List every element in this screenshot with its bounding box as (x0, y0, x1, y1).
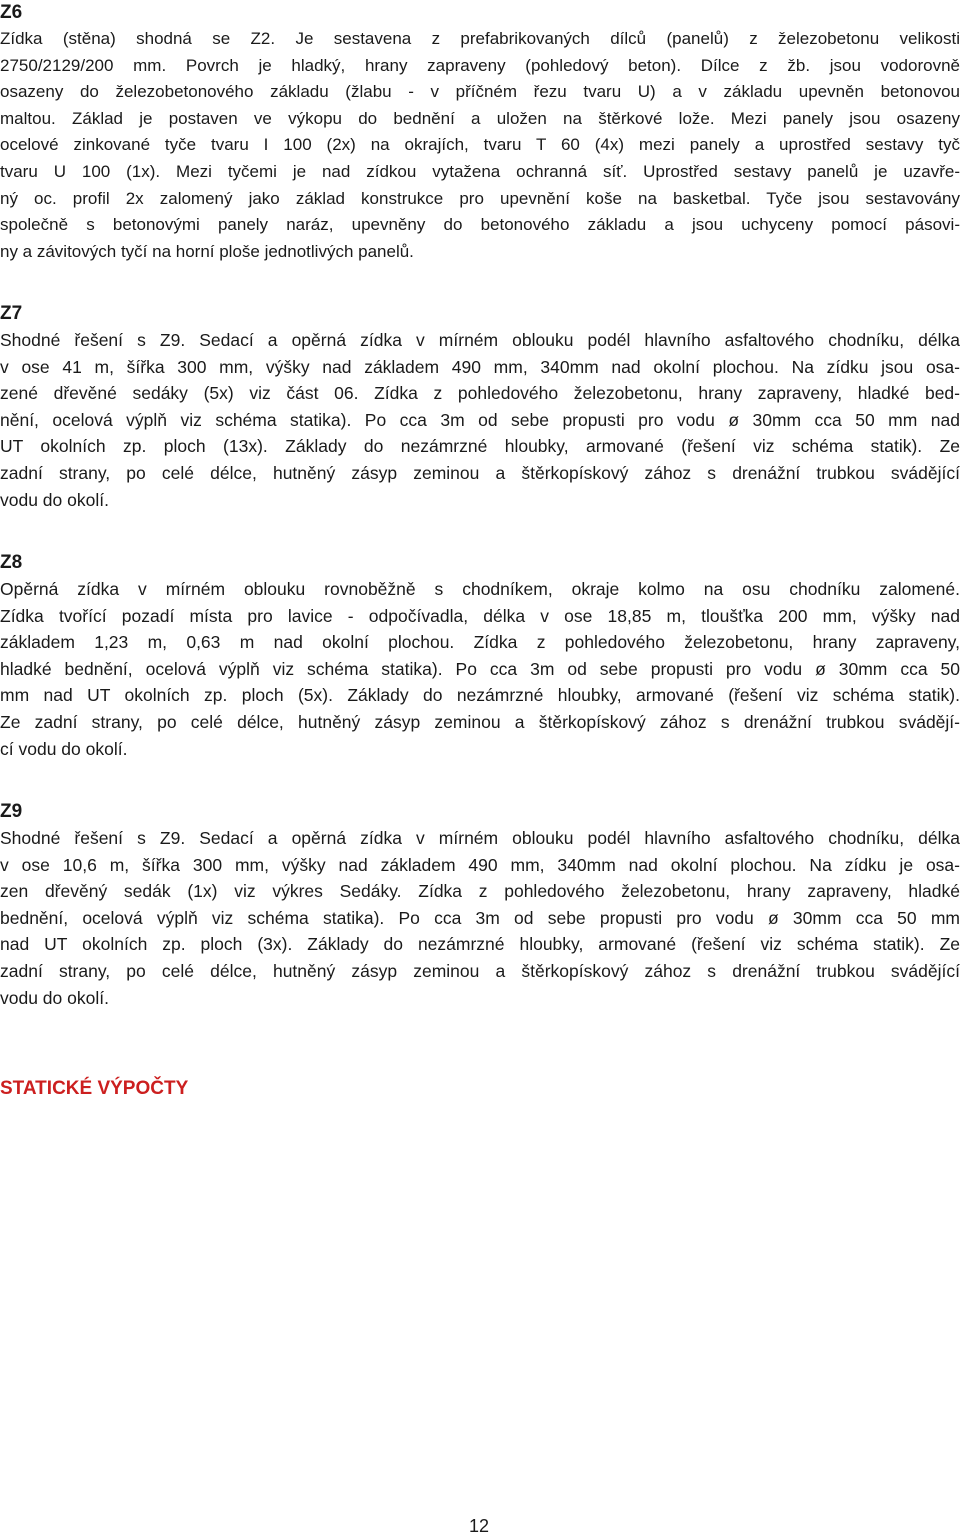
paragraph-line: vodu do okolí. (0, 987, 109, 1008)
paragraph-line: nění, ocelová výplň viz schéma statika). Po cca 3m od sebe propusti pro vodu ø 30mm cca 50 mm nad (0, 409, 960, 430)
paragraph-line: vodu do okolí. (0, 489, 109, 510)
paragraph-line: mm nad UT okolních zp. ploch (5x). Základy do nezámrzné hloubky, armované (řešení viz schéma statik). (0, 685, 960, 706)
paragraph-line: zadní strany, po celé délce, hutněný zásyp zeminou a štěrkopískový zához s drenážní trubkou svádějící (0, 960, 960, 981)
paragraph-line: ocelové zinkované tyče tvaru I 100 (2x) na okrajích, tvaru T 60 (4x) mezi panely a uprostřed sestavy tyč (0, 135, 960, 155)
paragraph-line: Zídka (stěna) shodná se Z2. Je sestavena z prefabrikovaných dílců (panelů) z železobetonu velikosti (0, 29, 960, 48)
paragraph-line: osazeny do železobetonového základu (žlabu - v příčném řezu tvaru U) a v základu upevněn betonovou (0, 82, 960, 102)
section-paragraph (0, 26, 960, 265)
section-z6 (0, 0, 960, 265)
paragraph-line: v ose 10,6 m, šířka 300 mm, výšky nad základem 490 mm, 340mm nad okolní plochou. Na zídku je osa- (0, 854, 960, 875)
section-heading: Z8 (0, 552, 23, 573)
paragraph-line: Ze zadní strany, po celé délce, hutněný zásyp zeminou a štěrkopískový zához s drenážní trubkou svádějí- (0, 711, 960, 732)
page-number: 12 (468, 1516, 490, 1536)
paragraph-line: ný oc. profil 2x zalomený jako základ konstrukce pro upevnění koše na basketbal. Tyče jsou sestavovány (0, 188, 960, 208)
paragraph-line: maltou. Základ je postaven ve výkopu do bednění a uložen na štěrkové lože. Mezi panely jsou osazeny (0, 108, 960, 128)
section-z7 (0, 301, 960, 513)
paragraph-line: zen dřevěný sedák (1x) viz výkres Sedáky. Zídka z pohledového železobetonu, hrany zapraveny, hladké (0, 881, 960, 902)
paragraph-line: zadní strany, po celé délce, hutněný zásyp zeminou a štěrkopískový zához s drenážní trubkou svádějící (0, 462, 960, 483)
section-heading: Z7 (0, 303, 23, 324)
paragraph-line: základem 1,23 m, 0,63 m nad okolní plochou. Zídka z pohledového železobetonu, hrany zapraveny, (0, 632, 960, 653)
paragraph-line: bednění, ocelová výplň viz schéma statika). Po cca 3m od sebe propusti pro vodu ø 30mm cca 50 mm (0, 907, 960, 928)
paragraph-line: 2750/2129/200 mm. Povrch je hladký, hrany zapraveny (pohledový beton). Dílce z žb. jsou vodorovně (0, 55, 960, 75)
paragraph-line: tvaru U 100 (1x). Mezi tyčemi je nad zídkou vytažena ochranná síť. Uprostřed sestavy panelů je uzavře- (0, 161, 960, 181)
paragraph-line: Shodné řešení s Z9. Sedací a opěrná zídka v mírném oblouku podél hlavního asfaltového chodníku, délka (0, 828, 960, 848)
section-paragraph (0, 327, 960, 513)
section-heading: Z6 (0, 2, 23, 23)
section-paragraph (0, 825, 960, 1011)
section-heading: Z9 (0, 801, 23, 822)
section-paragraph (0, 576, 960, 762)
paragraph-line: cí vodu do okolí. (0, 738, 128, 759)
paragraph-line: hladké bednění, ocelová výplň viz schéma statika). Po cca 3m od sebe propusti pro vodu ø 30mm cca 50 (0, 658, 960, 679)
paragraph-line: ny a závitových tyčí na horní ploše jednotlivých panelů. (0, 241, 414, 261)
section-z8 (0, 550, 960, 762)
paragraph-line: Opěrná zídka v mírném oblouku rovnoběžně s chodníkem, okraje kolmo na osu chodníku zalomené. (0, 579, 960, 599)
paragraph-line: v ose 41 m, šířka 300 mm, výšky nad základem 490 mm, 340mm nad okolní plochou. Na zídku jsou osa- (0, 356, 960, 377)
paragraph-line: Shodné řešení s Z9. Sedací a opěrná zídka v mírném oblouku podél hlavního asfaltového chodníku, délka (0, 330, 960, 350)
paragraph-line: Zídka tvořící pozadí místa pro lavice - odpočívadla, délka v ose 18,85 m, tloušťka 200 mm, výšky nad (0, 605, 960, 626)
paragraph-line: společně s betonovými panely naráz, upevněny do betonového základu a jsou uchyceny pomocí pásovi- (0, 215, 960, 235)
paragraph-line: UT okolních zp. ploch (13x). Základy do nezámrzné hloubky, armované (řešení viz schéma statik). Ze (0, 436, 960, 457)
paragraph-line: zené dřevěné sedáky (5x) viz část 06. Zídka z pohledového železobetonu, hrany zapraveny, hladké bed- (0, 383, 960, 404)
static-calculations-heading: STATICKÉ VÝPOČTY (0, 1078, 189, 1099)
section-z9 (0, 799, 960, 1011)
paragraph-line: nad UT okolních zp. ploch (3x). Základy do nezámrzné hloubky, armované (řešení viz schéma statik). Ze (0, 934, 960, 955)
